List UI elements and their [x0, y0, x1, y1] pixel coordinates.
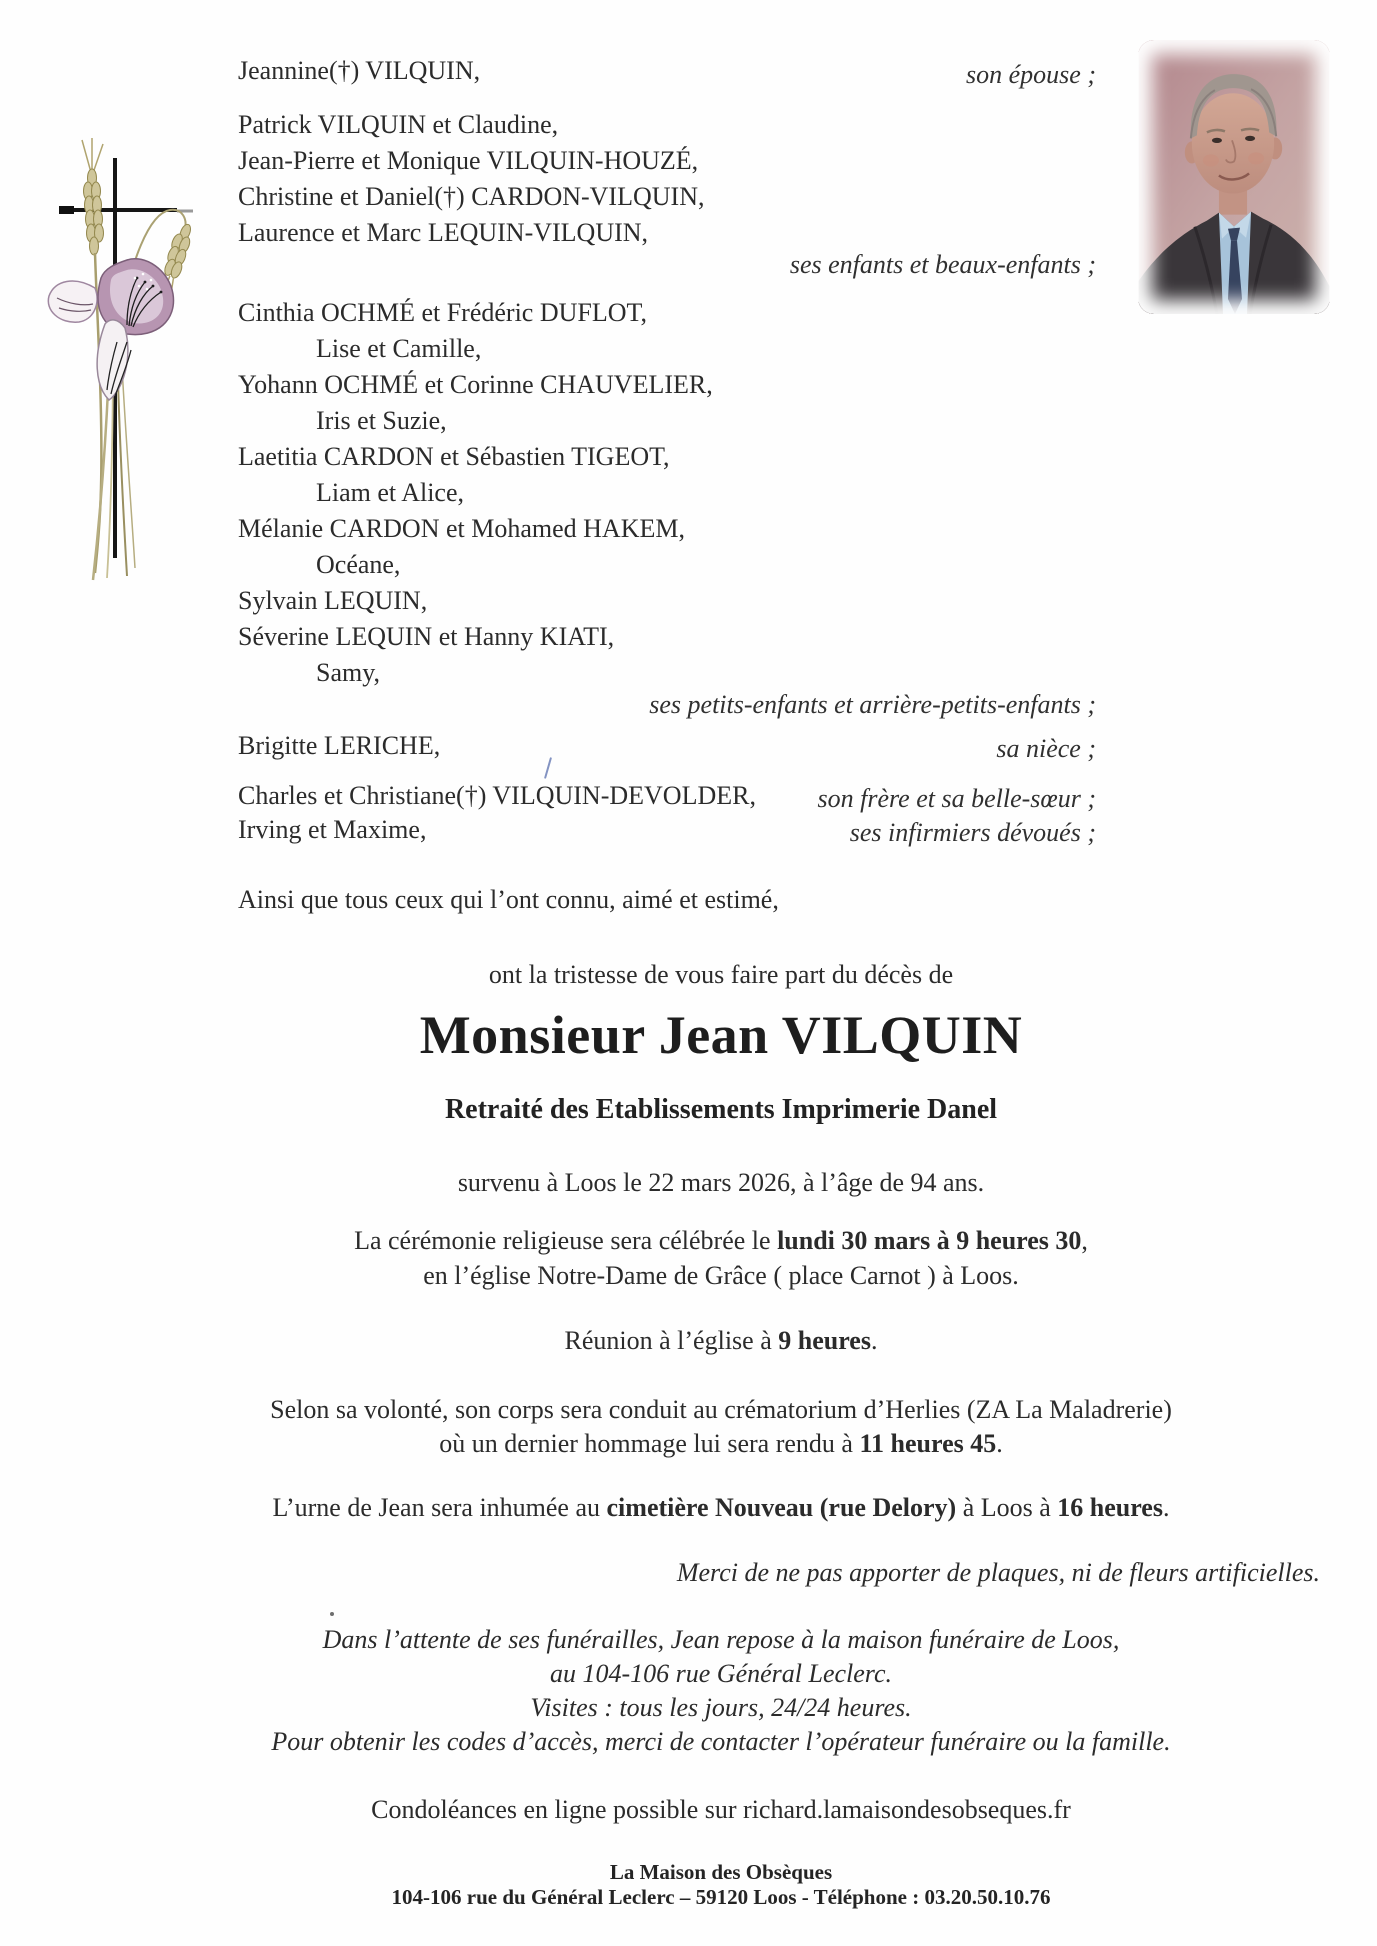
- crematorium-text: où un dernier hommage lui sera rendu à: [439, 1429, 860, 1458]
- urn-mid-text: à Loos à: [956, 1493, 1058, 1522]
- deceased-name-title: Monsieur Jean VILQUIN: [419, 1005, 1023, 1065]
- crematorium-time: 11 heures 45: [859, 1429, 997, 1458]
- funeral-home-address: 104-106 rue du Général Leclerc – 59120 Loos - Téléphone : 03.20.50.10.76: [391, 1885, 1051, 1909]
- child-name: Jean-Pierre et Monique VILQUIN-HOUZÉ,: [238, 146, 699, 175]
- grandchildren-relation-label: ses petits-enfants et arrière-petits-enfants ;: [649, 690, 1096, 719]
- urn-time: 16 heures: [1057, 1493, 1163, 1522]
- urn-text: L’urne de Jean sera inhumée au: [272, 1493, 607, 1522]
- grandchild-name: Yohann OCHMÉ et Corinne CHAUVELIER,: [238, 370, 713, 399]
- great-grandchild-name: Liam et Alice,: [316, 478, 465, 507]
- ceremony-line-1: [65, 1228, 1377, 1254]
- spouse-relation-label: son épouse ;: [966, 60, 1096, 89]
- stray-pen-mark: [544, 757, 552, 779]
- ceremony-line-2: en l’église Notre-Dame de Grâce ( place Carnot ) à Loos.: [423, 1261, 1019, 1290]
- meeting-text: Réunion à l’église à: [564, 1326, 779, 1355]
- ceremony-datetime: lundi 30 mars à 9 heures 30: [777, 1226, 1082, 1255]
- deceased-subtitle: Retraité des Etablissements Imprimerie Danel: [444, 1094, 998, 1125]
- crematorium-line-1: Selon sa volonté, son corps sera conduit au crématorium d’Herlies (ZA La Maladrerie): [270, 1395, 1172, 1424]
- great-grandchild-name: Lise et Camille,: [316, 334, 482, 363]
- meeting-line: [65, 1328, 1377, 1354]
- meeting-punct: .: [870, 1326, 878, 1355]
- funeral-home-name: La Maison des Obsèques: [609, 1860, 833, 1884]
- child-name: Laurence et Marc LEQUIN-VILQUIN,: [238, 218, 649, 247]
- great-grandchild-name: Samy,: [316, 658, 381, 687]
- ceremony-punct: ,: [1081, 1226, 1088, 1255]
- death-details-line: survenu à Loos le 22 mars 2026, à l’âge de 94 ans.: [457, 1168, 985, 1197]
- niece-relation-label: sa nièce ;: [996, 734, 1096, 763]
- online-condolences-line: Condoléances en ligne possible sur richard.lamaisondesobseques.fr: [371, 1795, 1071, 1824]
- funeral-home-line-4: Pour obtenir les codes d’accès, merci de contacter l’opérateur funéraire ou la famille.: [271, 1727, 1171, 1756]
- children-relation-label: ses enfants et beaux-enfants ;: [789, 250, 1096, 279]
- nurses-relation-label: ses infirmiers dévoués ;: [849, 818, 1096, 847]
- urn-cemetery: cimetière Nouveau (rue Delory): [606, 1493, 957, 1522]
- grandchild-name: Laetitia CARDON et Sébastien TIGEOT,: [238, 442, 670, 471]
- grandchild-name: Mélanie CARDON et Mohamed HAKEM,: [238, 514, 685, 543]
- great-grandchild-name: Océane,: [316, 550, 401, 579]
- funeral-home-line-1: Dans l’attente de ses funérailles, Jean repose à la maison funéraire de Loos,: [322, 1625, 1120, 1654]
- spouse-name: Jeannine(†) VILQUIN,: [238, 56, 481, 85]
- cross-wheat-lily-emblem: [35, 128, 235, 608]
- calla-lily-icon: [48, 259, 173, 400]
- brother-name: Charles et Christiane(†) VILQUIN-DEVOLDER,: [238, 781, 756, 810]
- urn-punct: .: [1162, 1493, 1170, 1522]
- grandchild-name: Sylvain LEQUIN,: [238, 586, 428, 615]
- niece-name: Brigitte LERICHE,: [238, 731, 441, 760]
- grandchild-name: Cinthia OCHMÉ et Frédéric DUFLOT,: [238, 298, 647, 327]
- crematorium-punct: .: [996, 1429, 1003, 1458]
- portrait-photo-image: [1138, 40, 1330, 314]
- grandchild-name: Séverine LEQUIN et Hanny KIATI,: [238, 622, 615, 651]
- nurses-name: Irving et Maxime,: [238, 815, 427, 844]
- child-name: Patrick VILQUIN et Claudine,: [238, 110, 559, 139]
- no-flowers-request: Merci de ne pas apporter de plaques, ni de fleurs artificielles.: [676, 1558, 1320, 1587]
- funeral-home-line-2: au 104-106 rue Général Leclerc.: [549, 1659, 892, 1688]
- great-grandchild-name: Iris et Suzie,: [316, 406, 447, 435]
- intro-line: ont la tristesse de vous faire part du décès de: [488, 960, 954, 989]
- portrait-photo: [1138, 40, 1330, 314]
- ceremony-text: La cérémonie religieuse sera célébrée le: [354, 1226, 778, 1255]
- funeral-home-line-3: Visites : tous les jours, 24/24 heures.: [530, 1693, 912, 1722]
- crematorium-line-2: [65, 1431, 1377, 1457]
- closing-line: Ainsi que tous ceux qui l’ont connu, aimé et estimé,: [238, 885, 779, 914]
- ink-speck: [330, 1612, 334, 1616]
- meeting-time: 9 heures: [778, 1326, 871, 1355]
- child-name: Christine et Daniel(†) CARDON-VILQUIN,: [238, 182, 705, 211]
- brother-relation-label: son frère et sa belle-sœur ;: [817, 784, 1096, 813]
- urn-line: [65, 1495, 1377, 1521]
